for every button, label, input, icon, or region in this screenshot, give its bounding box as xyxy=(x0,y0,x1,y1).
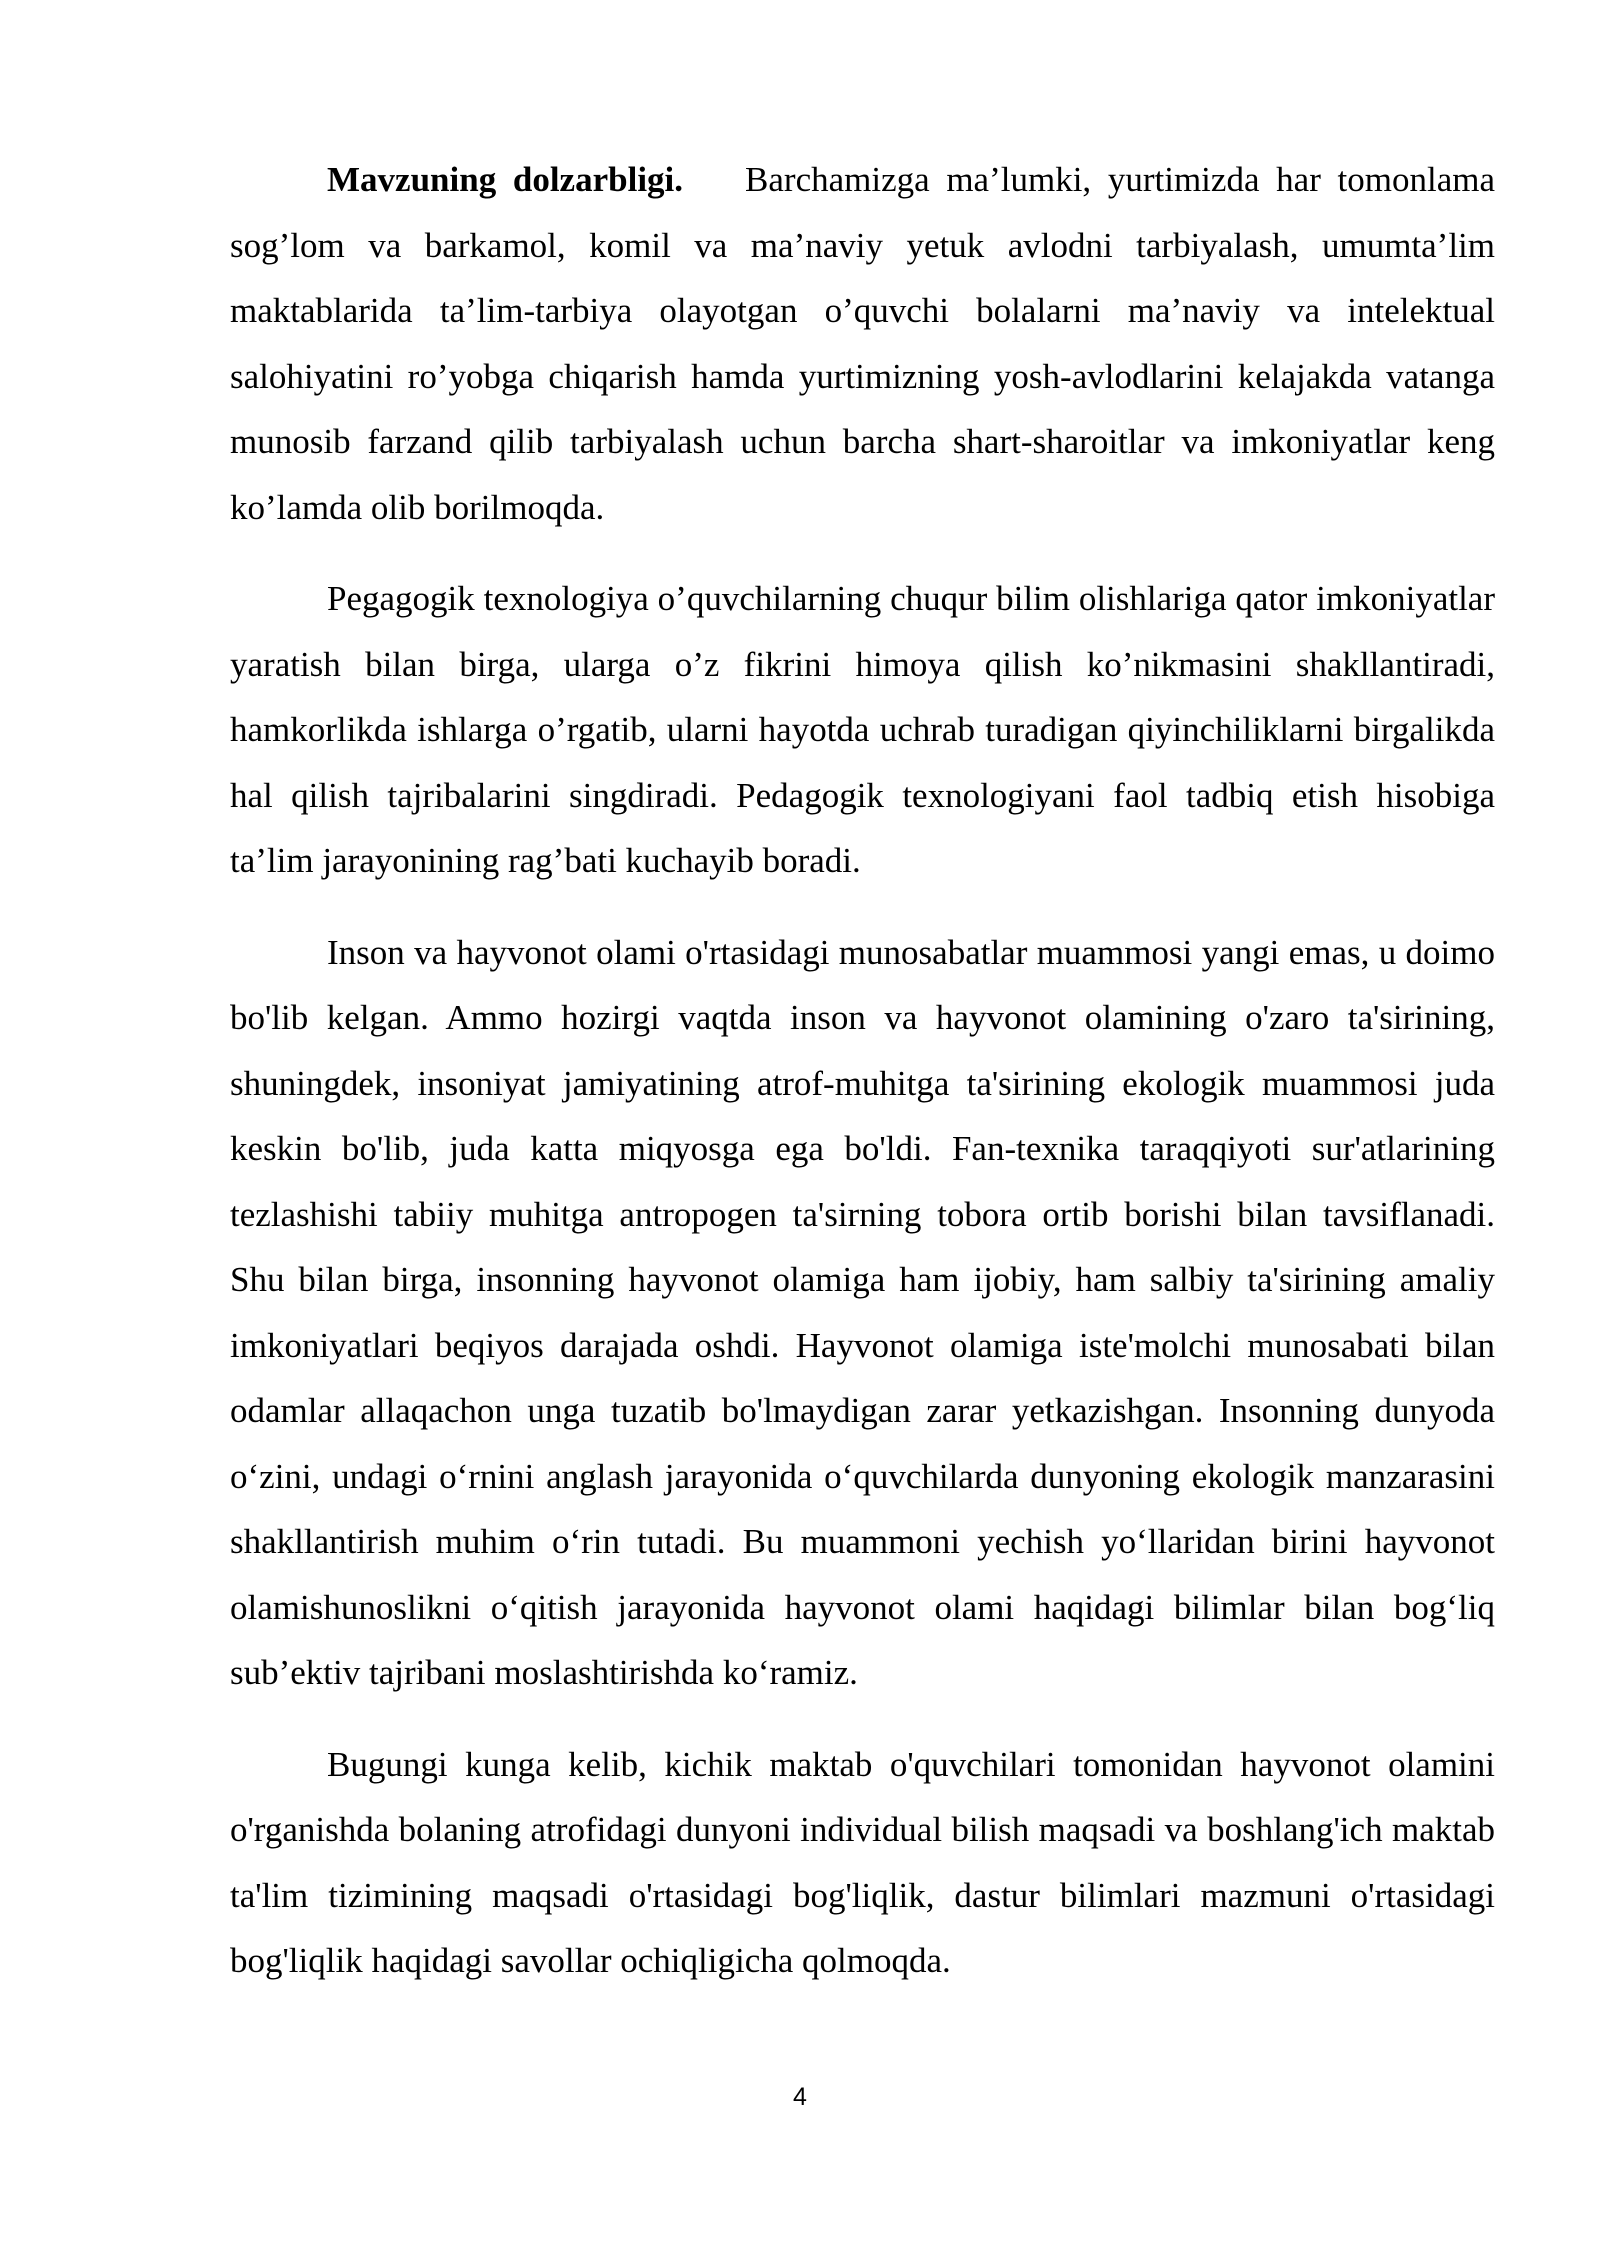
paragraph-pedagogical-technology: Pegagogik texnologiya o’quvchilarning chuqur bilim olishlariga qator imkoniyatlar yaratish bilan birga, ularga o’z fikrini himoya qilish ko’nikmasini shakllantiradi, hamkorlikda ishlarga o’rgatib, ularni hayotda uchrab turadigan qiyinchiliklarni birgalikda hal qilish tajribalarini singdiradi. Pedagogik texnologiyani faol tadbiq etish hisobiga ta’lim jarayonining rag’bati kuchayib boradi. xyxy=(230,579,1495,880)
page-number: 4 xyxy=(793,2083,807,2111)
paragraph-relevance xyxy=(230,147,1495,540)
document-body xyxy=(230,147,1495,2020)
section-heading: Mavzuning dolzarbligi. xyxy=(327,160,684,199)
paragraph-open-questions: Bugungi kunga kelib, kichik maktab o'quvchilari tomonidan hayvonot olamini o'rganishda bolaning atrofidagi dunyoni individual bilish maqsadi va boshlang'ich maktab ta'lim tizimining maqsadi o'rtasidagi bog'liqlik, dastur bilimlari mazmuni o'rtasidagi bog'liqlik haqidagi savollar ochiqligicha qolmoqda. xyxy=(230,1744,1495,1980)
paragraph-text: Barchamizga ma’lumki, yurtimizda har tomonlama sog’lom va barkamol, komil va ma’naviy yetuk avlodni tarbiyalash, umumta’lim maktablarida ta’lim-tarbiya olayotgan o’quvchi bolalarni ma’naviy va intelektual salohiyatini ro’yobga chiqarish hamda yurtimizning yosh-avlodlarini kelajakda vatanga munosib farzand qilib tarbiyalash uchun barcha shart-sharoitlar va imkoniyatlar keng ko’lamda olib borilmoqda. xyxy=(230,160,1495,527)
paragraph-human-animal-relations: Inson va hayvonot olami o'rtasidagi munosabatlar muammosi yangi emas, u doimo bo'lib kelgan. Ammo hozirgi vaqtda inson va hayvonot olamining o'zaro ta'sirining, shuningdek, insoniyat jamiyatining atrof-muhitga ta'sirining ekologik muammosi juda keskin bo'lib, juda katta miqyosga ega bo'ldi. Fan-texnika taraqqiyoti sur'atlarining tezlashishi tabiiy muhitga antropogen ta'sirning tobora ortib borishi bilan tavsiflanadi. Shu bilan birga, insonning hayvonot olamiga ham ijobiy, ham salbiy ta'sirining amaliy imkoniyatlari beqiyos darajada oshdi. Hayvonot olamiga iste'molchi munosabati bilan odamlar allaqachon unga tuzatib bo'lmaydigan zarar yetkazishgan. Insonning dunyoda o‘zini, undagi o‘rnini anglash jarayonida o‘quvchilarda dunyoning ekologik manzarasini shakllantirish muhim o‘rin tutadi. Bu muammoni yechish yo‘llaridan birini hayvonot olamishunoslikni o‘qitish jarayonida hayvonot olami haqidagi bilimlar bilan bog‘liq sub’ektiv tajribani moslashtirishda ko‘ramiz. xyxy=(230,932,1495,1692)
